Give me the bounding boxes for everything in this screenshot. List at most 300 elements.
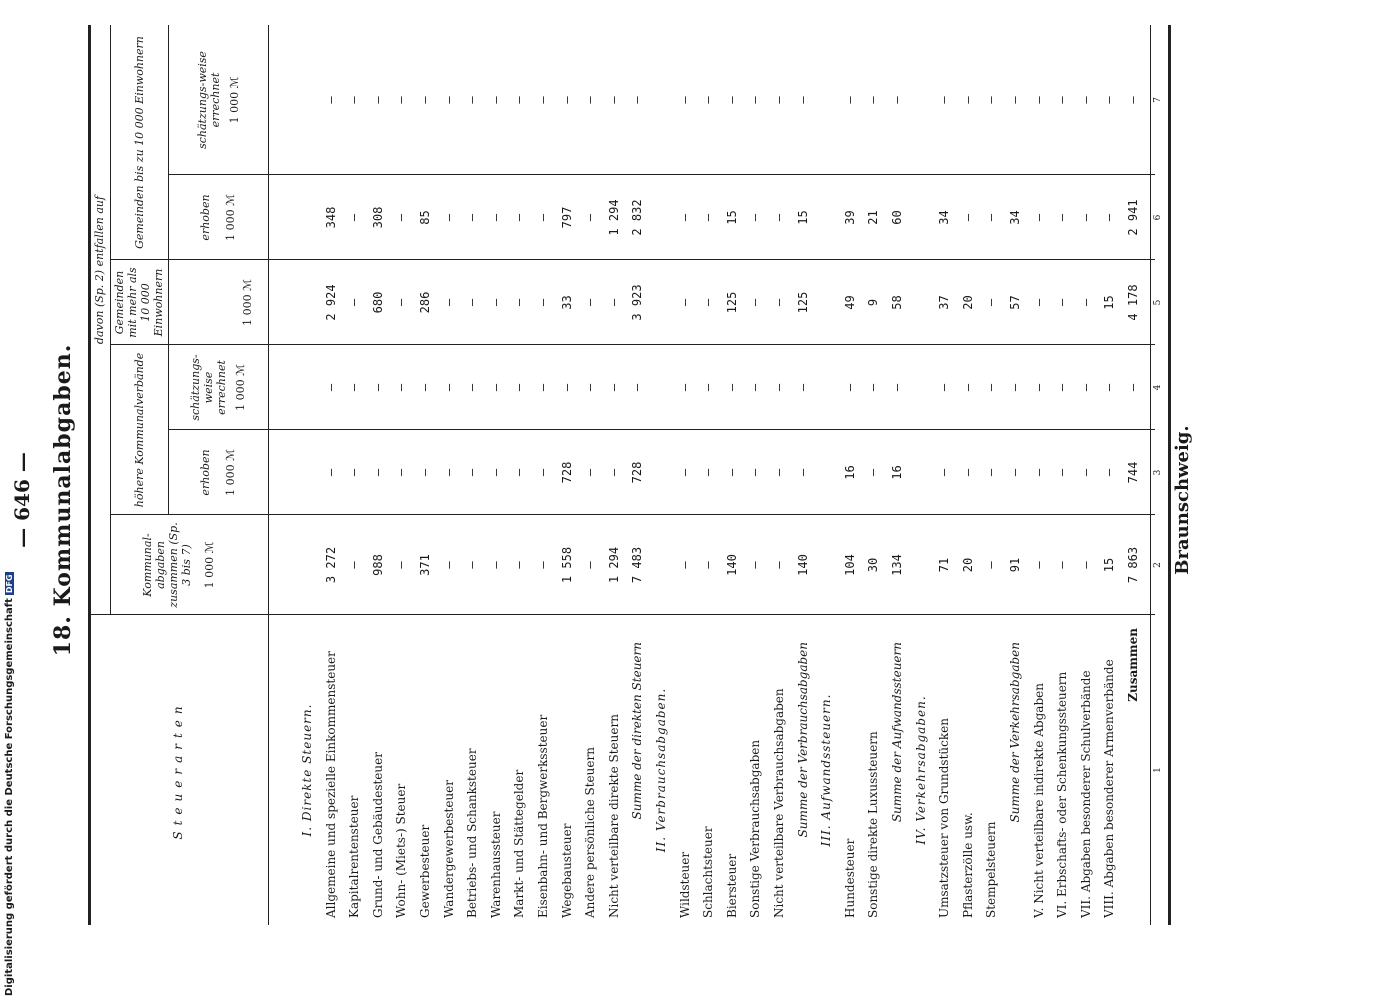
cell-col7: — <box>347 96 362 104</box>
cell-col7: — <box>890 96 904 104</box>
cell-col6: 2 941 <box>1126 199 1140 236</box>
cell-col7: — <box>488 96 503 104</box>
cell-col6: 60 <box>890 210 904 225</box>
row-label: Andere persönliche Steuern <box>583 747 598 918</box>
row-label: Schlachtsteuer <box>701 826 716 918</box>
row-label: Nicht verteilbare direkte Steuern <box>606 714 621 918</box>
cell-col2: 30 <box>866 557 881 573</box>
cell-col3: — <box>536 468 550 477</box>
cell-col3: — <box>866 468 881 477</box>
cell-col6: 2 832 <box>630 199 645 236</box>
cell-col4: — <box>465 383 480 392</box>
cell-col5: — <box>347 298 362 307</box>
dfg-badge: DFG <box>5 574 14 594</box>
cell-col5: 286 <box>418 291 432 314</box>
cell-col4: — <box>1055 383 1070 392</box>
side-note-text <box>4 574 15 996</box>
header-col6 <box>168 175 268 260</box>
table-row <box>866 0 885 1000</box>
table-row <box>1102 0 1121 1000</box>
row-label: Umsatzsteuer von Grundstücken <box>937 718 952 918</box>
cell-col6: 34 <box>1008 210 1022 225</box>
cell-col7: — <box>1078 96 1093 104</box>
row-label: Warenhaussteuer <box>488 811 503 918</box>
total-row <box>1126 0 1145 1000</box>
section-heading <box>300 0 319 1000</box>
row-label: Zusammen <box>1126 628 1140 702</box>
table-row <box>512 0 531 1000</box>
cell-col4: — <box>984 383 999 392</box>
cell-col4: — <box>1102 383 1117 392</box>
header-col2-text: Kommunal-abgaben zusammen (Sp. 3 bis 7) <box>140 522 193 608</box>
cell-col5: — <box>984 298 999 307</box>
cell-col4: — <box>866 383 881 392</box>
cell-col4: — <box>512 383 527 392</box>
table-row <box>394 0 413 1000</box>
cell-col5: 20 <box>960 295 975 310</box>
cell-col3: — <box>394 468 409 477</box>
header-col3-text: erhoben <box>199 449 212 496</box>
cell-col7: — <box>984 96 999 104</box>
row-label: Betriebs- und Schanksteuer <box>465 748 480 918</box>
cell-col7: — <box>536 96 550 104</box>
cell-col2: — <box>984 561 999 569</box>
cell-col3: — <box>937 468 952 477</box>
cell-col6: 308 <box>370 206 385 229</box>
table-row <box>748 0 767 1000</box>
header-col2-unit: 1 000 ℳ <box>202 541 216 589</box>
cell-col6: — <box>1031 213 1046 222</box>
cell-col3: — <box>370 468 385 477</box>
cell-col3: — <box>1008 468 1022 477</box>
section-heading <box>819 0 838 1000</box>
header-col7-unit: 1 000 ℳ <box>227 76 241 124</box>
cell-col6: — <box>583 213 598 222</box>
row-label: Markt- und Stättegelder <box>512 769 527 918</box>
table-row <box>1055 0 1074 1000</box>
row-label: Grund- und Gebäudesteuer <box>370 752 385 918</box>
cell-col4: — <box>347 383 362 392</box>
cell-col7: — <box>559 96 574 104</box>
cell-col4: — <box>1031 383 1046 392</box>
cell-col6: — <box>441 213 456 222</box>
cell-col6: — <box>701 213 716 222</box>
cell-col2: 20 <box>960 557 975 573</box>
sum-row <box>630 0 649 1000</box>
header-col4 <box>168 345 268 430</box>
cell-col5: — <box>1078 298 1093 307</box>
cell-col5: 125 <box>795 291 810 314</box>
row-label: VI. Erbschafts- oder Schenkungssteuern <box>1055 671 1070 918</box>
cell-col6: 39 <box>842 210 857 225</box>
cell-col4: — <box>323 383 338 392</box>
table-row <box>418 0 437 1000</box>
header-col7-text: schätzungs-weise errechnet <box>195 51 222 149</box>
table-row <box>324 0 343 1000</box>
row-label: Kapitalrentensteuer <box>347 795 362 918</box>
sum-row <box>890 0 909 1000</box>
cell-col2: 104 <box>842 554 857 576</box>
cell-col5: 49 <box>842 295 857 310</box>
cell-col3: 16 <box>842 465 857 480</box>
table-row <box>536 0 555 1000</box>
cell-col3: 728 <box>630 461 645 484</box>
cell-col3: — <box>418 468 432 477</box>
cell-col6: — <box>347 213 362 222</box>
cell-col4: — <box>842 383 857 392</box>
cell-col7: — <box>606 96 621 104</box>
cell-col7: — <box>866 96 881 104</box>
cell-col2: — <box>488 561 503 569</box>
cell-col5: 33 <box>559 295 574 310</box>
cell-col2: — <box>1078 561 1093 569</box>
table-row <box>772 0 791 1000</box>
column-number-4: 4 <box>1153 384 1163 391</box>
cell-col4: — <box>795 383 810 392</box>
header-gem-bis: Gemeinden bis zu 10 000 Einwohnern <box>132 36 146 249</box>
cell-col7: — <box>795 96 810 104</box>
table-row <box>442 0 461 1000</box>
cell-col6: — <box>1102 213 1117 222</box>
cell-col4: — <box>724 383 739 392</box>
cell-col5: — <box>583 298 598 307</box>
row-label: Stempelsteuern <box>984 821 999 918</box>
table-row <box>1079 0 1098 1000</box>
cell-col5: — <box>606 298 621 307</box>
cell-col2: — <box>1055 561 1070 569</box>
table-row <box>984 0 1003 1000</box>
cell-col7: — <box>583 96 598 104</box>
cell-col5: — <box>465 298 480 307</box>
row-label: Eisenbahn- und Bergwerkssteuer <box>536 714 550 918</box>
cell-col3: — <box>465 468 480 477</box>
cell-col2: 7 863 <box>1126 546 1140 584</box>
cell-col6: — <box>465 213 480 222</box>
table-row <box>1032 0 1051 1000</box>
cell-col2: 371 <box>418 554 432 576</box>
sum-row <box>796 0 815 1000</box>
cell-col3: — <box>512 468 527 477</box>
page-number: — 646 — <box>10 452 34 548</box>
cell-col3: — <box>1055 468 1070 477</box>
table-row <box>725 0 744 1000</box>
cell-col2: — <box>1031 561 1046 569</box>
cell-col6: — <box>677 213 692 222</box>
cell-col5: — <box>677 298 692 307</box>
header-gem-mehr: Gemeinden mit mehr als 10 000 Einwohnern <box>113 267 165 338</box>
cell-col7: — <box>465 96 480 104</box>
cell-col2: — <box>394 561 409 569</box>
cell-col2: 1 558 <box>559 546 574 584</box>
cell-col5: — <box>772 298 786 307</box>
cell-col2: 3 272 <box>323 546 338 584</box>
row-label: Wildsteuer <box>677 851 692 918</box>
cell-col5: 4 178 <box>1126 284 1140 321</box>
cell-col7: — <box>748 96 763 104</box>
sum-row <box>1008 0 1027 1000</box>
cell-col3: — <box>1102 468 1117 477</box>
cell-col7: — <box>772 96 786 104</box>
row-label: Sonstige direkte Luxussteuern <box>866 731 881 918</box>
cell-col7: — <box>370 96 385 104</box>
column-number-1: 1 <box>1153 767 1163 773</box>
table-row <box>465 0 484 1000</box>
cell-col2: — <box>512 561 527 569</box>
cell-col5: 9 <box>866 298 881 307</box>
cell-col2: — <box>583 561 598 569</box>
cell-col4: — <box>370 383 385 392</box>
header-col3-unit: 1 000 ℳ <box>224 449 237 496</box>
cell-col7: — <box>1031 96 1046 104</box>
cell-col4: — <box>536 383 550 392</box>
header-col5 <box>168 260 268 345</box>
cell-col4: — <box>559 383 574 392</box>
row-label: Wohn- (Miets-) Steuer <box>394 783 409 918</box>
cell-col7: — <box>937 96 952 104</box>
cell-col5: 3 923 <box>630 284 645 321</box>
cell-col3: — <box>748 468 763 477</box>
cell-col6: — <box>772 213 786 222</box>
header-steuerarten: Steuerarten <box>170 700 185 840</box>
cell-col7: — <box>441 96 456 104</box>
side-note-label: Digitalisierung gefördert durch die Deutsche Forschungsgemeinschaft <box>4 598 15 996</box>
cell-col4: — <box>1126 383 1140 392</box>
cell-col2: 71 <box>937 557 952 573</box>
cell-col7: — <box>1102 96 1117 104</box>
cell-col3: — <box>583 468 598 477</box>
row-label: Summe der Verbrauchsabgaben <box>795 642 810 838</box>
row-label: Biersteuer <box>724 853 739 918</box>
cell-col5: — <box>536 298 550 307</box>
table-row <box>701 0 720 1000</box>
cell-col3: — <box>677 468 692 477</box>
cell-col2: 140 <box>795 554 810 576</box>
cell-col3: 16 <box>890 465 904 480</box>
row-label: Wandergewerbesteuer <box>441 779 456 918</box>
cell-col4: — <box>1078 383 1093 392</box>
cell-col7: — <box>701 96 716 104</box>
row-label: Hundesteuer <box>842 838 857 918</box>
cell-col6: 85 <box>418 210 432 225</box>
cell-col4: — <box>937 383 952 392</box>
cell-col5: — <box>1031 298 1046 307</box>
cell-col3: 728 <box>559 461 574 484</box>
row-label: Summe der Aufwandssteuern <box>890 642 904 823</box>
cell-col5: — <box>488 298 503 307</box>
cell-col6: — <box>1078 213 1093 222</box>
cell-col3: — <box>323 468 338 477</box>
cell-col6: 15 <box>724 210 739 225</box>
side-note <box>4 574 18 996</box>
cell-col7: — <box>394 96 409 104</box>
header-col4-text: schätzungs-weise errechnet <box>189 354 228 421</box>
cell-col7: — <box>842 96 857 104</box>
cell-col3: — <box>1078 468 1093 477</box>
cell-col6: 34 <box>937 210 952 225</box>
cell-col3: — <box>724 468 739 477</box>
cell-col4: — <box>606 383 621 392</box>
cell-col5: — <box>512 298 527 307</box>
cell-col5: — <box>441 298 456 307</box>
cell-col2: — <box>701 561 716 569</box>
cell-col7: — <box>512 96 527 104</box>
header-hoehere: höhere Kommunalverbände <box>132 352 146 508</box>
cell-col2: — <box>677 561 692 569</box>
cell-col6: 1 294 <box>606 199 621 236</box>
table-row <box>607 0 626 1000</box>
row-label: Pflasterzölle usw. <box>960 812 975 918</box>
header-rule-bottom <box>268 25 269 925</box>
cell-col5: 15 <box>1102 295 1117 310</box>
cell-col7: — <box>1126 96 1140 104</box>
header-col6-unit: 1 000 ℳ <box>224 194 237 241</box>
table-row <box>347 0 366 1000</box>
cell-col6: — <box>512 213 527 222</box>
cell-col5: — <box>1055 298 1070 307</box>
cell-col4: — <box>394 383 409 392</box>
cell-col3: — <box>488 468 503 477</box>
row-label: VII. Abgaben besonderer Schulverbände <box>1078 670 1093 918</box>
cell-col3: — <box>347 468 362 477</box>
cell-col2: — <box>465 561 480 569</box>
column-number-2: 2 <box>1153 562 1163 568</box>
cell-col5: 2 924 <box>323 284 338 321</box>
cell-col7: — <box>323 96 338 104</box>
cell-col4: — <box>418 383 432 392</box>
cell-col2: 988 <box>370 554 385 576</box>
row-label: I. Direkte Steuern. <box>300 703 314 837</box>
table-row <box>961 0 980 1000</box>
cell-col5: — <box>748 298 763 307</box>
section-heading <box>914 0 933 1000</box>
table-row <box>560 0 579 1000</box>
cell-col2: 1 294 <box>606 546 621 584</box>
table-row <box>678 0 697 1000</box>
cell-col4: — <box>441 383 456 392</box>
row-label: Summe der Verkehrsabgaben <box>1008 642 1022 823</box>
column-number-5: 5 <box>1153 299 1163 306</box>
cell-col5: 680 <box>370 291 385 314</box>
cell-col4: — <box>488 383 503 392</box>
header-col4-unit: 1 000 ℳ <box>234 364 247 411</box>
column-number-6: 6 <box>1153 214 1163 221</box>
cell-col2: — <box>536 561 550 569</box>
row-label: Gewerbesteuer <box>418 824 432 918</box>
cell-col5: 125 <box>724 291 739 314</box>
cell-col3: — <box>606 468 621 477</box>
cell-col7: — <box>1055 96 1070 104</box>
cell-col2: 7 483 <box>630 546 645 584</box>
cell-col4: — <box>630 383 645 392</box>
cell-col3: — <box>795 468 810 477</box>
cell-col7: — <box>724 96 739 104</box>
cell-col4: — <box>583 383 598 392</box>
header-col2 <box>88 515 268 615</box>
cell-col4: — <box>960 383 975 392</box>
cell-col3: — <box>960 468 975 477</box>
cell-col2: 134 <box>890 554 904 576</box>
cell-col3: — <box>441 468 456 477</box>
cell-col6: — <box>488 213 503 222</box>
cell-col4: — <box>677 383 692 392</box>
column-number-7: 7 <box>1153 97 1163 103</box>
row-label: III. Aufwandssteuern. <box>819 693 834 847</box>
cell-col2: 140 <box>724 554 739 576</box>
cell-col4: — <box>701 383 716 392</box>
cell-col7: — <box>677 96 692 104</box>
cell-col6: 348 <box>323 206 338 229</box>
region-heading: Braunschweig. <box>1172 425 1193 575</box>
column-number-3: 3 <box>1153 469 1163 476</box>
cell-col6: — <box>1055 213 1070 222</box>
table-row <box>489 0 508 1000</box>
cell-col3: — <box>1031 468 1046 477</box>
cell-col2: — <box>347 561 362 569</box>
cell-col6: 15 <box>795 210 810 225</box>
table-row <box>583 0 602 1000</box>
cell-col5: — <box>394 298 409 307</box>
header-davon: davon (Sp. 2) entfallen auf <box>92 195 106 345</box>
cell-col2: 91 <box>1008 557 1022 573</box>
cell-col2: 15 <box>1102 557 1117 573</box>
table-row <box>371 0 390 1000</box>
cell-col4: — <box>890 383 904 392</box>
cell-col7: — <box>630 96 645 104</box>
cell-col5: 37 <box>937 295 952 310</box>
header-col3 <box>168 430 268 515</box>
cell-col7: — <box>960 96 975 104</box>
header-col7 <box>168 25 268 175</box>
row-label: Sonstige Verbrauchsabgaben <box>748 739 763 918</box>
cell-col7: — <box>418 96 432 104</box>
cell-col6: 797 <box>559 206 574 229</box>
cell-col3: — <box>772 468 786 477</box>
row-label: Allgemeine und spezielle Einkommensteuer <box>323 651 338 918</box>
cell-col5: 58 <box>890 295 904 310</box>
cell-col6: — <box>394 213 409 222</box>
cell-col5: — <box>701 298 716 307</box>
row-label: VIII. Abgaben besonderer Armenverbände <box>1102 659 1117 918</box>
row-label: II. Verbrauchsabgaben. <box>654 687 668 853</box>
section-heading <box>654 0 673 1000</box>
row-label: IV. Verkehrsabgaben. <box>913 695 928 845</box>
table-row <box>937 0 956 1000</box>
cell-col2: — <box>772 561 786 569</box>
column-number-rule <box>1150 25 1151 925</box>
cell-col6: — <box>748 213 763 222</box>
cell-col4: — <box>748 383 763 392</box>
cell-col4: — <box>1008 383 1022 392</box>
table-bottom-rule <box>1168 25 1171 925</box>
row-label: V. Nicht verteilbare indirekte Abgaben <box>1031 683 1046 918</box>
table-title: 18. Kommunalabgaben. <box>50 343 76 657</box>
header-col5-unit: 1 000 ℳ <box>241 279 254 326</box>
cell-col6: — <box>536 213 550 222</box>
cell-col2: — <box>748 561 763 569</box>
row-label: Summe der direkten Steuern <box>630 642 645 820</box>
table-row <box>843 0 862 1000</box>
cell-col6: — <box>984 213 999 222</box>
cell-col3: — <box>984 468 999 477</box>
cell-col7: — <box>1008 96 1022 104</box>
row-label: Nicht verteilbare Verbrauchsabgaben <box>772 688 786 918</box>
cell-col6: 21 <box>866 210 881 225</box>
cell-col4: — <box>772 383 786 392</box>
header-col6-text: erhoben <box>199 194 212 241</box>
cell-col3: — <box>701 468 716 477</box>
cell-col3: 744 <box>1126 461 1140 484</box>
cell-col6: — <box>960 213 975 222</box>
